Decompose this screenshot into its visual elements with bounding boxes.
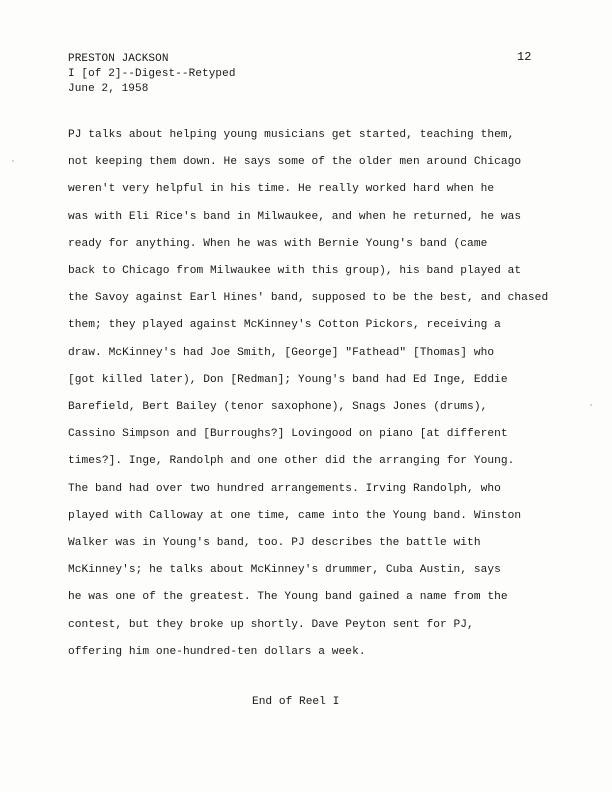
body-line: [got killed later), Don [Redman]; Young's band had Ed Inge, Eddie (68, 373, 508, 386)
body-line: offering him one-hundred-ten dollars a week. (68, 645, 366, 658)
body-line: Cassino Simpson and [Burroughs?] Lovingood on piano [at different (68, 428, 508, 441)
body-line: he was one of the greatest. The Young band gained a name from the (68, 591, 508, 604)
scan-speck (12, 160, 14, 162)
body-line: PJ talks about helping young musicians get started, teaching them, (68, 129, 515, 141)
body-line: Walker was in Young's band, too. PJ describes the battle with (68, 537, 481, 550)
document-header (68, 52, 236, 97)
end-of-reel-note: End of Reel I (252, 696, 340, 708)
body-line: Barefield, Bert Bailey (tenor saxophone), Snags Jones (drums), (68, 401, 488, 414)
body-line: times?]. Inge, Randolph and one other did the arranging for Young. (68, 455, 515, 468)
header-name: PRESTON JACKSON (68, 53, 169, 65)
body-line: the Savoy against Earl Hines' band, supposed to be the best, and chased (68, 292, 549, 305)
body-line: played with Calloway at one time, came into the Young band. Winston (68, 509, 522, 522)
body-line: weren't very helpful in his time. He really worked hard when he (68, 183, 495, 196)
body-line: was with Eli Rice's band in Milwaukee, and when he returned, he was (68, 210, 522, 223)
scan-speck (590, 404, 592, 406)
body-line: back to Chicago from Milwaukee with this group), his band played at (68, 265, 522, 278)
body-line: draw. McKinney's had Joe Smith, [George] "Fathead" [Thomas] who (68, 346, 495, 359)
body-line: ready for anything. When he was with Bernie Young's band (came (68, 237, 488, 250)
body-line: contest, but they broke up shortly. Dave Peyton sent for PJ, (68, 618, 474, 631)
body-line: them; they played against McKinney's Cotton Pickors, receiving a (68, 319, 501, 332)
body-line: not keeping them down. He says some of the older men around Chicago (68, 156, 522, 169)
body-line: The band had over two hundred arrangements. Irving Randolph, who (68, 482, 501, 495)
page-number: 12 (517, 50, 532, 64)
header-date: June 2, 1958 (68, 83, 149, 95)
body-text (68, 122, 568, 666)
body-line: McKinney's; he talks about McKinney's drummer, Cuba Austin, says (68, 564, 501, 577)
header-reel: I [of 2]--Digest--Retyped (68, 68, 236, 80)
